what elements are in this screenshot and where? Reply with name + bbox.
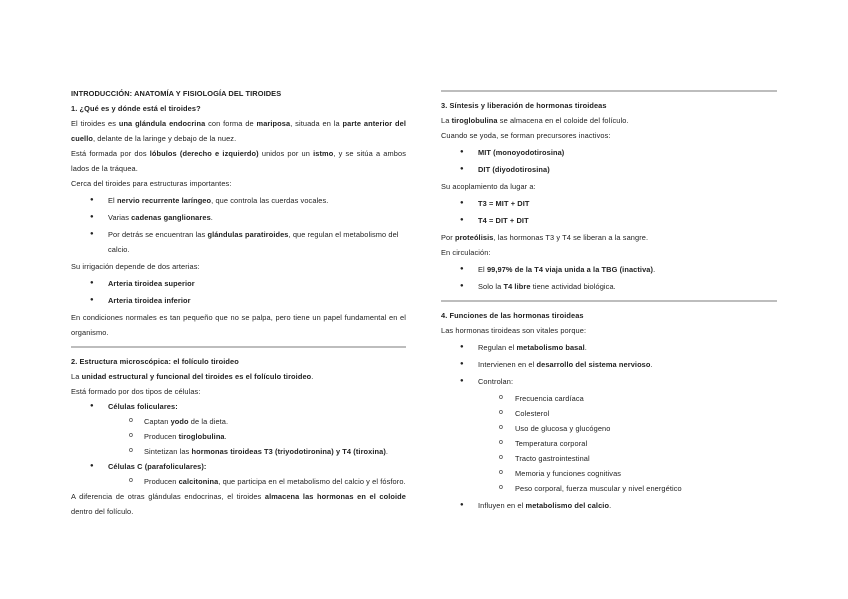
section-divider (441, 300, 777, 302)
list-item: ● Por detrás se encuentran las glándulas paratiroides, que regulan el metabolismo del calcio. (71, 227, 406, 257)
sub-list-item: o Memoria y funciones cognitivas (441, 466, 777, 481)
paragraph: En condiciones normales es tan pequeño que no se palpa, pero tiene un papel fundamental en el organismo. (71, 313, 406, 337)
section-3-heading: 3. Síntesis y liberación de hormonas tiroideas (441, 101, 607, 110)
paragraph: Cerca del tiroides para estructuras importantes: (71, 179, 232, 188)
section-1-heading: 1. ¿Qué es y dónde está el tiroides? (71, 104, 201, 113)
list-item: ● T3 = MIT + DIT (441, 196, 777, 211)
sub-list-item: o Frecuencia cardíaca (441, 391, 777, 406)
sub-list-item: o Producen tiroglobulina. (71, 429, 406, 444)
sub-list-item: o Temperatura corporal (441, 436, 777, 451)
list-item: ● Arteria tiroidea superior (71, 276, 406, 291)
section-4-heading: 4. Funciones de las hormonas tiroideas (441, 311, 584, 320)
paragraph: A diferencia de otras glándulas endocrinas, el tiroides almacena las hormonas en el coloide dentro del folículo. (71, 492, 406, 516)
paragraph: En circulación: (441, 248, 491, 257)
sub-list-item: o Uso de glucosa y glucógeno (441, 421, 777, 436)
list-item: ● T4 = DIT + DIT (441, 213, 777, 228)
paragraph: Está formado por dos tipos de células: (71, 387, 201, 396)
list-item: ● Regulan el metabolismo basal. (441, 340, 777, 355)
paragraph: La unidad estructural y funcional del tiroides es el folículo tiroideo. (71, 372, 314, 381)
paragraph: Su acoplamiento da lugar a: (441, 182, 536, 191)
list-item: ● Arteria tiroidea inferior (71, 293, 406, 308)
paragraph: La tiroglobulina se almacena en el coloide del folículo. (441, 116, 629, 125)
paragraph: El tiroides es una glándula endocrina con forma de mariposa, situada en la parte anterior del cuello, delante de la laringe y debajo de la nuez. (71, 119, 406, 143)
list-item: ● El 99,97% de la T4 viaja unida a la TBG (inactiva). (441, 262, 777, 277)
left-column (71, 86, 406, 519)
list-item: ● Células foliculares: (71, 399, 406, 414)
sub-list-item: o Captan yodo de la dieta. (71, 414, 406, 429)
sub-list-item: o Peso corporal, fuerza muscular y nivel energético (441, 481, 777, 496)
list-item: ● Solo la T4 libre tiene actividad biológica. (441, 279, 777, 294)
paragraph: Su irrigación depende de dos arterias: (71, 262, 200, 271)
list-item: ● Varias cadenas ganglionares. (71, 210, 406, 225)
right-column (441, 98, 777, 515)
list-item: ● DIT (diyodotirosina) (441, 162, 777, 177)
list-item: ● Intervienen en el desarrollo del sistema nervioso. (441, 357, 777, 372)
list-item: ● El nervio recurrente laríngeo, que controla las cuerdas vocales. (71, 193, 406, 208)
sub-list-item: o Tracto gastrointestinal (441, 451, 777, 466)
list-item: ● Células C (parafoliculares): (71, 459, 406, 474)
list-item: ● Influyen en el metabolismo del calcio. (441, 498, 777, 513)
paragraph: Cuando se yoda, se forman precursores inactivos: (441, 131, 611, 140)
section-divider (441, 90, 777, 92)
list-item: ● MIT (monoyodotirosina) (441, 145, 777, 160)
paragraph: Por proteólisis, las hormonas T3 y T4 se liberan a la sangre. (441, 233, 649, 242)
list-item: ● Controlan: (441, 374, 777, 389)
paragraph: Las hormonas tiroideas son vitales porque: (441, 326, 587, 335)
paragraph: Está formada por dos lóbulos (derecho e izquierdo) unidos por un istmo, y se sitúa a ambos lados de la tráquea. (71, 149, 406, 173)
sub-list-item: o Colesterol (441, 406, 777, 421)
document-title: INTRODUCCIÓN: ANATOMÍA Y FISIOLOGÍA DEL TIROIDES (71, 89, 282, 98)
sub-list-item: o Producen calcitonina, que participa en el metabolismo del calcio y el fósforo. (71, 474, 406, 489)
section-2-heading: 2. Estructura microscópica: el folículo tiroideo (71, 357, 239, 366)
section-divider (71, 346, 406, 348)
sub-list-item: o Sintetizan las hormonas tiroideas T3 (triyodotironina) y T4 (tiroxina). (71, 444, 406, 459)
